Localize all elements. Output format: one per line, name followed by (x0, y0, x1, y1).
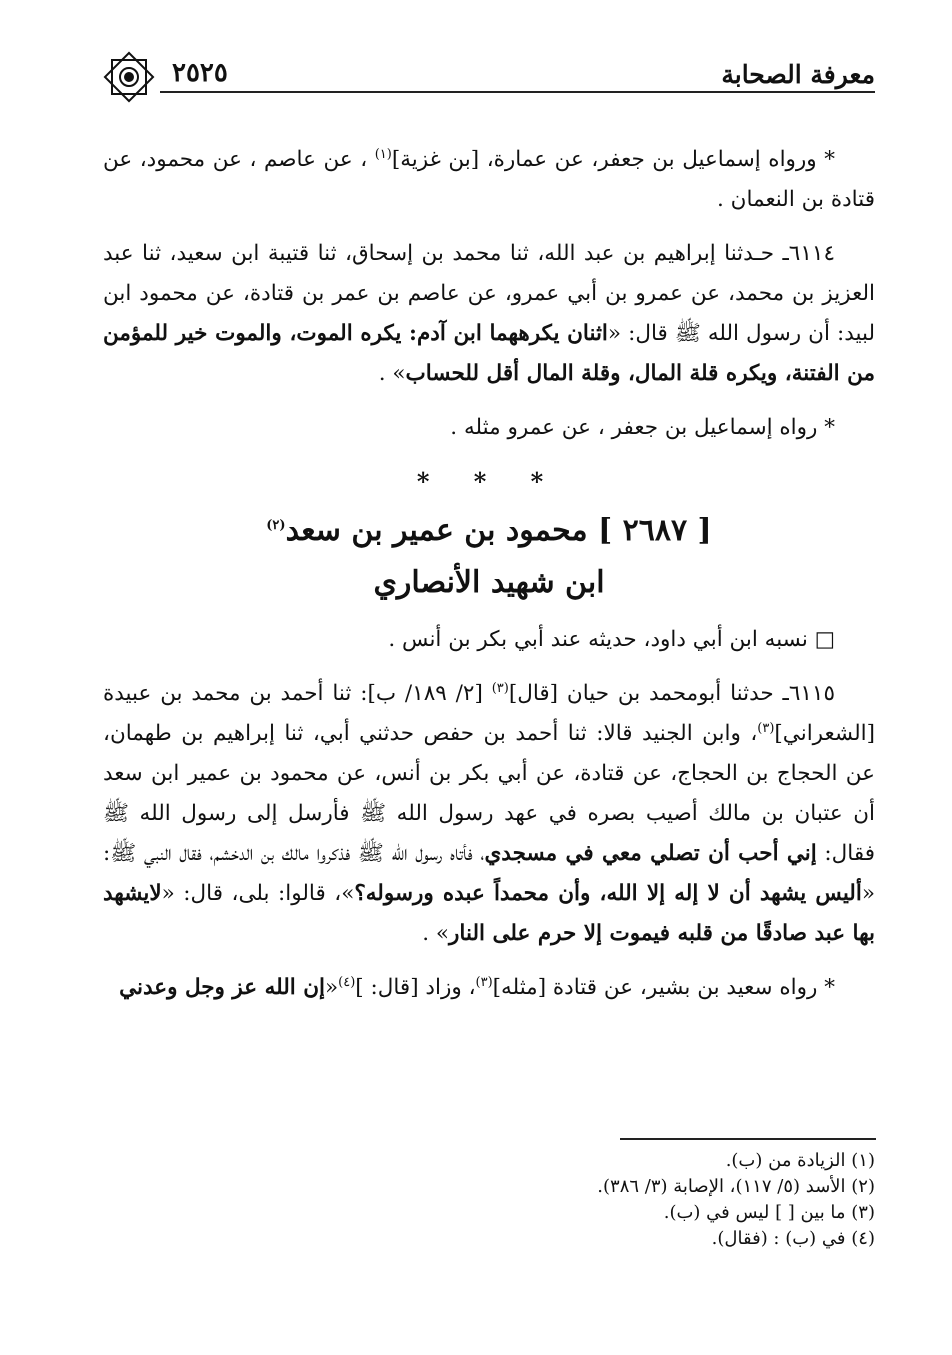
p6-c: « (324, 975, 339, 1000)
footnote-ref-3b[interactable]: (٣) (757, 720, 775, 736)
hadith-6114-end: » . (378, 361, 406, 386)
hadith-6115-quote-1: إني أحب أن تصلي معي في مسجدي (484, 841, 817, 866)
hadith-6115-d: ، فأتاه رسول الله ﷺ فذكروا مالك بن الدخشم، فقال النبي ﷺ: « (103, 841, 875, 906)
p6-a: * رواه سعيد بن بشير، عن قتادة [مثله] (492, 975, 835, 1000)
running-title: معرفة الصحابة (721, 60, 875, 89)
entry-title-text: [ ٢٦٨٧ ] محمود بن عمير بن سعد (285, 513, 712, 548)
footnotes (103, 1148, 875, 1252)
header-rule (160, 91, 875, 93)
page-header (100, 48, 875, 98)
footnote-4: (٤) في (ب) : (فقال). (711, 1228, 875, 1249)
ornament-icon (100, 48, 158, 106)
paragraph-1 (103, 140, 875, 220)
footnote-ref-1[interactable]: (١) (374, 146, 392, 162)
page-number: ٢٥٢٥ (172, 58, 228, 88)
footnote-ref-3a[interactable]: (٣) (491, 680, 509, 696)
footnote-3: (٣) ما بين [ ] ليس في (ب). (663, 1202, 875, 1223)
hadith-6115-c: ، وابن الجنيد قالا: ثنا أحمد بن حفص حدثني أبي، ثنا إبراهيم بن طهمان، عن الحجاج بن الحجاج، عن قتادة، عن أبي بكر بن أنس، عن محمود بن عمير ابن سعد أن عتبان بن مالك أصيب بصره في عهد رسول الله ﷺ فأرسل إلى رسول الله ﷺ فقال: (103, 721, 875, 866)
hadith-6115-quote-2: أليس يشهد أن لا إله إلا الله، وأن محمداً عبده ورسوله؟ (354, 881, 862, 906)
hadith-6114 (103, 234, 875, 394)
hadith-6114-quote: اثنان يكرههما ابن آدم: يكره الموت، والموت خير للمؤمن من الفتنة، ويكره قلة المال، وقلة المال أقل للحساب (103, 321, 875, 386)
hadith-6114-text: ٦١١٤ـ حـدثنا إبراهيم بن عبد الله، ثنا محمد بن إسحاق، ثنا قتيبة ابن سعيد، ثنا عبد العزيز بن محمد، عن عمرو بن أبي عمرو، عن عاصم بن عمر بن قتادة، عن محمود ابن لبيد: أن رسول الله ﷺ قال: « (103, 241, 876, 346)
paragraph-3: * رواه إسماعيل بن جعفر ، عن عمرو مثله . (450, 415, 835, 440)
main-text (103, 140, 875, 1022)
p6-b: ، وزاد [قال: ] (355, 975, 476, 1000)
hadith-6115-quote-3: لايشهد بها عبد صادقًا من قلبه فيموت إلا حرم على النار (103, 881, 875, 946)
entry-subtitle: ابن شهيد الأنصاري (373, 565, 605, 600)
footnote-ref-3c[interactable]: (٣) (475, 974, 493, 990)
footnote-2: (٢) الأسد (٥/ ١١٧)، الإصابة (٣/ ٣٨٦). (597, 1176, 875, 1197)
paragraph-4: □ نسبه ابن أبي داود، حديثه عند أبي بكر بن أنس . (388, 627, 835, 652)
section-separator: * * * (416, 467, 562, 496)
hadith-6115-e: »، قالوا: بلى، قال: « (161, 881, 355, 906)
p6-quote: إن الله عز وجل وعدني (119, 975, 325, 1000)
p1-rest: ، عن عاصم ، عن محمود، عن قتادة بن النعمان . (103, 147, 875, 212)
footnote-ref-2[interactable]: (٢) (266, 518, 286, 533)
hadith-6115-a: ٦١١٥ـ حدثنا أبومحمد بن حيان [قال] (508, 681, 836, 706)
hadith-6115 (103, 674, 875, 954)
footnote-rule (620, 1138, 876, 1140)
entry-title (103, 508, 875, 554)
hadith-6115-b: [٢/ ١٨٩/ ب]: ثنا أحمد بن محمد بن عبيدة [الشعراني] (103, 681, 875, 746)
footnote-1: (١) الزيادة من (ب). (725, 1150, 875, 1171)
paragraph-6 (103, 968, 875, 1008)
footnote-ref-4[interactable]: (٤) (338, 974, 356, 990)
p1-text: * ورواه إسماعيل بن جعفر، عن عمارة، [بن غزية] (391, 147, 835, 172)
hadith-6115-f: » . (422, 921, 450, 946)
